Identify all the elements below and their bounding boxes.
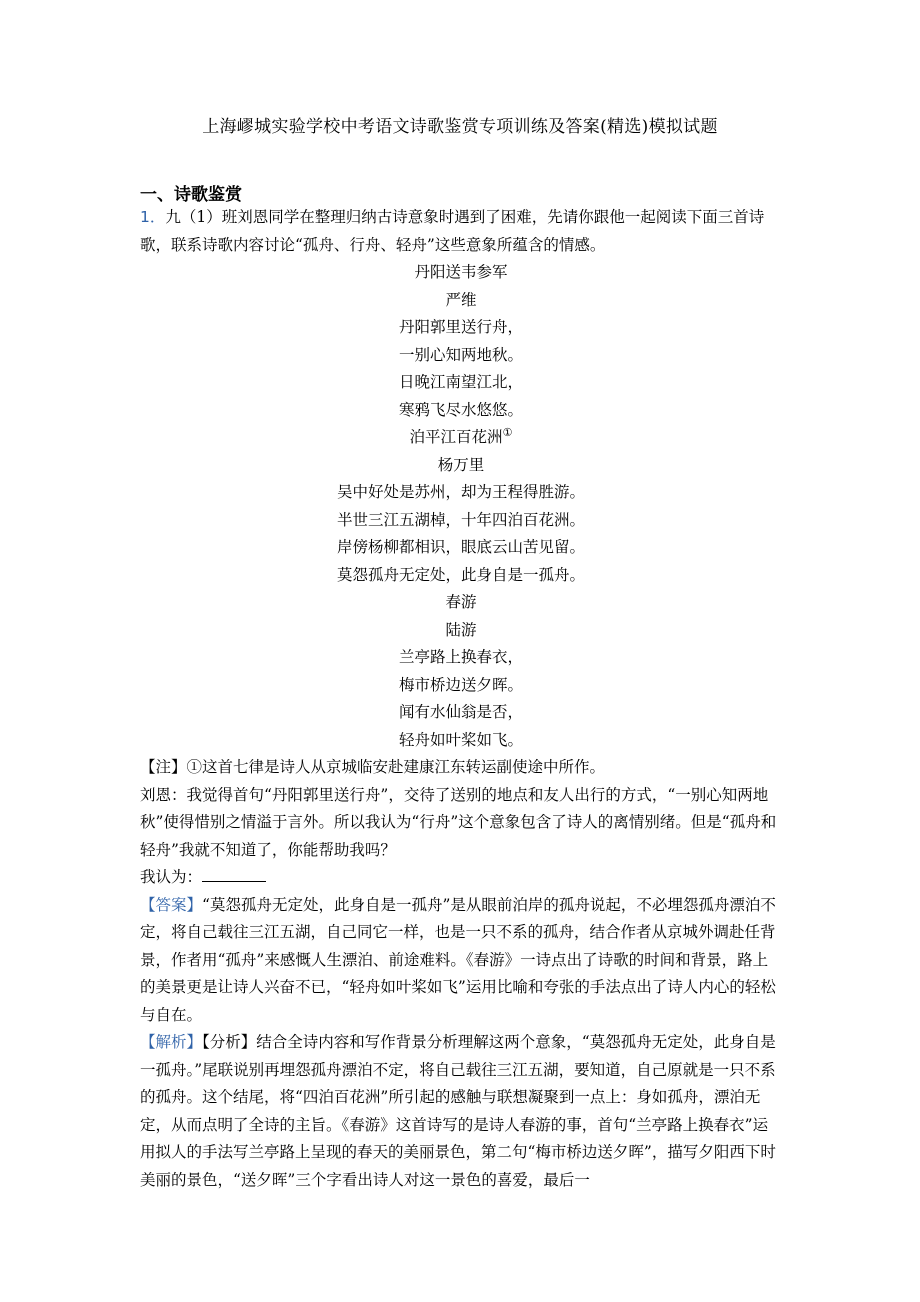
section-heading: 一、诗歌鉴赏: [140, 185, 242, 205]
poem-title: 泊平江百花洲①: [409, 425, 513, 446]
question-prompt: 1．九（1）班刘恩同学在整理归纳古诗意象时遇到了困难，先请你跟他一起阅读下面三首诗歌，联系诗歌内容讨论“孤舟、行舟、轻舟”这些意象所蕴含的情感。: [140, 208, 765, 254]
poem-line: 吴中好处是苏州，却为王程得胜游。: [336, 483, 585, 501]
poem-line: 梅市桥边送夕晖。: [398, 675, 523, 694]
poem-line: 轻舟如叶桨如飞。: [398, 730, 523, 749]
poem-line: 日晚江南望江北，: [398, 373, 523, 391]
poem-line: 一别心知两地秋。: [398, 345, 523, 364]
answer-block: [140, 892, 782, 1030]
poem-title: 春游: [445, 593, 477, 611]
poem-line: 莫怨孤舟无定处，此身自是一孤舟。: [336, 565, 585, 584]
poem-line: 丹阳郭里送行舟，: [398, 318, 523, 336]
poem-author: 陆游: [445, 620, 477, 639]
question-number: 1．: [140, 208, 166, 226]
poem-author: 杨万里: [437, 455, 485, 474]
answer-blank: [202, 866, 266, 882]
question-body: [140, 204, 782, 1194]
poem-line: 兰亭路上换春衣，: [398, 648, 523, 666]
document-title: 上海嵺城实验学校中考语文诗歌鉴赏专项训练及答案(精选)模拟试题: [202, 117, 718, 137]
analysis-block: [140, 1029, 782, 1194]
poem-line: 岸傍杨柳都相识，眼底云山苦见留。: [336, 538, 585, 556]
footnote: 【注】①这首七律是诗人从京城临安赴建康江东转运副使途中所作。: [140, 758, 606, 776]
poem-line: 半世三江五湖棹，十年四泊百花洲。: [336, 510, 585, 529]
answer-text: “莫怨孤舟无定处，此身自是一孤舟”是从眼前泊岸的孤舟说起，不必埋怨孤舟漂泊不定，将自己载往三江五湖，自己同它一样，也是一只不系的孤舟，结合作者从京城外调赴任背景，作者用“孤舟”来感慨人生漂泊、前途难料。《春游》一诗点出了诗歌的时间和背景，路上的美景更是让诗人兴奋不已，“轻舟如叶桨如飞”运用比喻和夸张的手法点出了诗人内心的轻松与自在。: [140, 895, 776, 1024]
poem-title: 丹阳送韦参军: [414, 263, 508, 281]
answer-prompt: 我认为：: [140, 864, 782, 892]
footnote-mark: ①: [502, 425, 513, 439]
analysis-text: 【分析】结合全诗内容和写作背景分析理解这两个意象，“莫怨孤舟无定处，此身自是一孤舟。”尾联说别再埋怨孤舟漂泊不定，将自己载往三江五湖，要知道，自己原就是一只不系的孤舟。这个结尾，将“四泊百花洲”所引起的感触与联想凝聚到一点上：身如孤舟，漂泊无定，从而点明了全诗的主旨。《春游》这首诗写的是诗人春游的事，首句“兰亭路上换春衣”运用拟人的手法写兰亭路上呈现的春天的美丽景色，第二句“梅市桥边送夕晖”，描写夕阳西下时美丽的景色，“送夕晖”三个字看出诗人对这一景色的喜爱，最后一: [140, 1033, 776, 1189]
analysis-tag: 【解析】: [140, 1033, 203, 1051]
answer-tag: 【答案】: [140, 895, 203, 914]
poem-line: 闻有水仙翁是否，: [398, 703, 523, 721]
poem-line: 寒鸦飞尽水悠悠。: [398, 400, 523, 419]
poem-author: 严维: [445, 290, 477, 309]
student-dialogue: 刘恩：我觉得首句“丹阳郭里送行舟”，交待了送别的地点和友人出行的方式，“一别心知两地秋”使得惜别之情溢于言外。所以我认为“行舟”这个意象包含了诗人的离情别绪。但是“孤舟和轻舟”我就不知道了，你能帮助我吗？: [140, 785, 777, 859]
